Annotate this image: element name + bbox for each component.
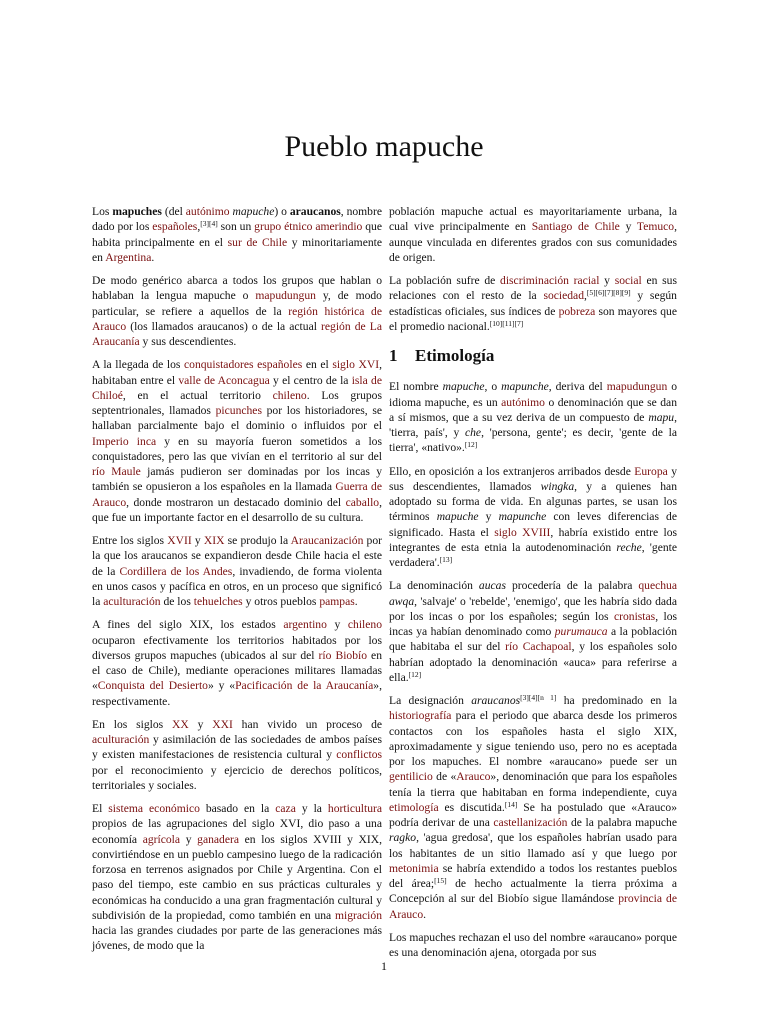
link-purumauca[interactable]: purumauca <box>554 625 608 638</box>
bold-term: araucanos <box>289 205 341 218</box>
text-run: , habitaban entre el <box>92 358 382 387</box>
text-run: , 'persona, gente'; es decir, 'gente de la tierra', «nativo». <box>389 426 677 455</box>
text-run: en sus relaciones con el resto de la <box>389 274 677 303</box>
text-run: La denominación <box>389 579 479 593</box>
text-run: para el periodo que abarca desde los primeros contactos con los españoles hasta el siglo XIX, aproximadamente y sigue teniendo uso, pero no es aceptada por los mapuches. El nombre «araucano» puede ser un <box>389 709 677 768</box>
link-araucanizacion[interactable]: Araucanización <box>290 534 364 547</box>
citation-reference[interactable]: [15] <box>434 876 447 885</box>
link-conquistadores-espanoles[interactable]: conquistadores españoles <box>184 358 303 372</box>
text-run: en el caso de Chile), mediante operaciones militares llamadas « <box>92 648 383 693</box>
link-isla-de-chiloe[interactable]: isla de Chiloé <box>92 373 382 402</box>
link-conquista-del-desierto[interactable]: Conquista del Desierto <box>97 679 208 693</box>
text-run: jamás pudieron ser dominadas por los incas y también se opusieron a los españoles en la llamada <box>92 465 382 494</box>
link-pacificacion-de-la-araucania[interactable]: Pacificación de la Araucanía <box>235 679 374 693</box>
link-conflictos[interactable]: conflictos <box>336 748 382 762</box>
text-run: es discutida. <box>438 800 505 814</box>
left-paragraphs <box>92 204 382 954</box>
text-run: y minoritariamente en <box>92 235 382 264</box>
link-chileno[interactable]: chileno <box>272 388 307 402</box>
text-run: o denominación que se dan a sí mismos, que a su vez deriva de un compuesto de <box>389 395 678 424</box>
text-run: », denominación que para los españoles tenía la tierra que habitaban en forma independiente, cuya <box>389 770 677 799</box>
text-run: por la que los araucanos se expandieron desde Chile hacia el este de la <box>92 534 383 578</box>
link-sur-de-chile[interactable]: sur de Chile <box>227 235 288 249</box>
text-run: , invadiendo, de forma violenta en unos casos y pacífica en otros, en un proceso que significó la <box>92 564 383 608</box>
paragraph <box>389 273 677 334</box>
text-run: de hecho actualmente la tierra próxima a Concepción al sur del Biobío sigue llamándose <box>389 877 677 906</box>
text-run: y sus descendientes, llamados <box>389 464 677 493</box>
page-number: 1 <box>381 959 387 973</box>
link-social[interactable]: social <box>614 274 642 287</box>
text-run: , y a quienes han adoptado su forma de vida. En algunas partes, se usan los términos <box>389 479 678 524</box>
italic-term: awqa <box>389 594 415 608</box>
italic-term: ragko <box>389 831 417 845</box>
text-run: basado en la <box>199 802 276 815</box>
link-caballo[interactable]: caballo <box>345 495 380 509</box>
link-ganadera[interactable]: ganadera <box>197 832 239 846</box>
right-paragraphs-before <box>389 204 677 334</box>
link-temuco[interactable]: Temuco <box>636 220 675 234</box>
link-arauco[interactable]: Arauco <box>456 770 491 784</box>
text-run: Se ha postulado que «Arauco» podría derivar de una <box>389 800 677 829</box>
link-quechua[interactable]: quechua <box>638 579 677 593</box>
text-run: y <box>478 510 499 524</box>
text-run: Ello, en oposición a los extranjeros arribados desde <box>389 464 635 478</box>
link-xx[interactable]: XX <box>172 717 189 731</box>
link-horticultura[interactable]: horticultura <box>327 802 383 815</box>
text-run: El <box>92 802 109 815</box>
link-xix[interactable]: XIX <box>203 534 225 547</box>
text-run: , los incas ya habían denominado como <box>389 609 678 638</box>
text-run: y <box>180 832 198 846</box>
text-run: y <box>326 618 348 632</box>
section-heading-etimologia <box>389 348 677 363</box>
italic-term: che <box>464 426 482 439</box>
text-run: de « <box>432 770 457 784</box>
text-run: » y « <box>207 679 236 693</box>
text-run: por el reconocimiento y ejercicio de derechos políticos, territoriales y sociales. <box>92 763 382 792</box>
text-run: en el <box>302 358 333 372</box>
text-run: y <box>191 534 204 547</box>
link-agricola[interactable]: agrícola <box>142 832 181 846</box>
citation-reference[interactable]: [14] <box>504 799 518 809</box>
link-etimologia[interactable]: etimología <box>389 800 439 814</box>
link-imperio-inca[interactable]: Imperio inca <box>92 434 157 448</box>
citation-reference[interactable]: [5][6][7][8][9] <box>586 288 631 298</box>
text-run: por los historiadores, se hallaban parcialmente bajo el dominio o influidos por el <box>92 404 383 433</box>
text-run: que habita principalmente en el <box>92 220 383 249</box>
italic-term: araucanos <box>471 694 521 707</box>
page-title: Pueblo mapuche <box>284 130 484 164</box>
text-run: o idioma mapuche, es un <box>389 380 678 409</box>
text-run: Los mapuches rechazan el uso del nombre «araucano» porque es una denominación ajena, otorgada por sus <box>389 930 677 959</box>
link-pobreza[interactable]: pobreza <box>558 304 596 318</box>
text-run: y el centro de la <box>269 373 352 387</box>
citation-reference[interactable]: [13] <box>439 555 453 564</box>
italic-term: reche <box>616 540 642 554</box>
link-sistema-economico[interactable]: sistema económico <box>108 802 200 815</box>
link-picunches[interactable]: picunches <box>215 404 262 417</box>
text-run: De modo genérico abarca a todos los grupos que hablan o hablaban la lengua mapuche o <box>92 274 382 303</box>
link-metonimia[interactable]: metonimia <box>389 861 439 875</box>
text-run: han vivido un proceso de <box>232 717 383 731</box>
text-run: , o <box>484 380 502 394</box>
paragraph <box>92 357 382 525</box>
paragraph <box>92 204 382 265</box>
text-run: población mapuche actual es mayoritariamente urbana, la cual vive principalmente en <box>389 205 677 234</box>
text-run: . <box>423 907 427 921</box>
text-run: ocuparon efectivamente los territorios habitados por los diversos grupos mapuches (ubicados al sur del <box>92 633 382 662</box>
link-rio-cachapoal[interactable]: río Cachapoal <box>505 640 572 654</box>
link-valle-de-aconcagua[interactable]: valle de Aconcagua <box>178 373 270 387</box>
text-run: y, de modo particular, se refiere a aquellos de la <box>92 289 382 318</box>
link-tehuelches[interactable]: tehuelches <box>193 595 243 608</box>
link-siglo-xviii[interactable]: siglo XVIII <box>494 525 551 539</box>
italic-term: wingka <box>540 479 575 493</box>
text-run: en los siglos XVIII y XIX, convirtiéndose en un pueblo campesino luego de la radicación forzosa en terrenos asignados por Chile y Argentina. Con el paso del tiempo, este cambio en sus prácticas culturales y económicas ha conducido a una gran fragmentación cultural y subdivisión de la propiedad, como también en una <box>92 832 383 922</box>
paragraph <box>92 717 382 793</box>
text-run: La designación <box>389 694 472 707</box>
text-run: , que fue un importante factor en el desarrollo de su cultura. <box>92 495 382 524</box>
italic-term: mapu <box>648 410 675 424</box>
citation-reference[interactable]: [3][4] <box>200 219 218 229</box>
text-run: son un <box>217 220 255 234</box>
text-run: y <box>188 717 213 731</box>
link-xxi[interactable]: XXI <box>212 717 233 731</box>
text-run: ) o <box>274 205 290 218</box>
italic-term: mapuche <box>232 205 275 218</box>
citation-reference[interactable]: [12] <box>464 440 478 450</box>
link-region-historica-de-arauco[interactable]: región histórica de Arauco <box>92 304 382 333</box>
link-santiago-de-chile[interactable]: Santiago de Chile <box>531 220 620 234</box>
link-autonimo[interactable]: autónimo <box>501 395 545 409</box>
link-argentino[interactable]: argentino <box>283 618 327 632</box>
link-autonimo[interactable]: autónimo <box>185 205 230 218</box>
italic-term: aucas <box>478 579 506 593</box>
section-title: Etimología <box>415 346 495 365</box>
text-run: propios de las agrupaciones del siglo XVI, dio paso a una economía <box>92 817 382 846</box>
paragraph <box>389 379 677 455</box>
link-sociedad[interactable]: sociedad <box>543 289 584 303</box>
text-run: , aunque vinculada en diferentes grados con sus comunidades de origen. <box>389 220 678 264</box>
text-run: y <box>599 274 615 287</box>
link-rio-maule[interactable]: río Maule <box>92 465 141 478</box>
link-castellanizacion[interactable]: castellanización <box>493 816 568 829</box>
link-rio-biobio[interactable]: río Biobío <box>318 648 368 662</box>
citation-reference[interactable]: [3][4][n 1] <box>520 693 557 702</box>
link-provincia-de-arauco[interactable]: provincia de Arauco <box>389 892 677 921</box>
link-cronistas[interactable]: cronistas <box>613 609 656 623</box>
text-run: y la <box>295 802 328 815</box>
text-run: . <box>354 595 358 608</box>
italic-term: mapuche <box>436 510 479 524</box>
text-run: , deriva del <box>548 380 607 394</box>
paragraph <box>92 801 382 954</box>
text-run: hacia las grandes ciudades por parte de las generaciones más jóvenes, de modo que la <box>92 924 382 953</box>
link-europa[interactable]: Europa <box>634 464 668 478</box>
text-run: , habría existido entre los integrantes de esta etnia la autodenominación <box>389 525 678 554</box>
text-run: , 'gente verdadera'. <box>389 540 677 569</box>
text-run: En los siglos <box>92 717 172 731</box>
text-run: se habría extendido a todos los restantes pueblos del área; <box>389 861 677 890</box>
italic-term: mapunche <box>501 380 549 394</box>
text-run: A fines del siglo XIX, los estados <box>92 618 284 632</box>
bold-term: mapuches <box>112 205 162 218</box>
text-run: , donde mostraron un destacado dominio del <box>126 495 346 509</box>
paragraph <box>389 464 677 571</box>
link-pampas[interactable]: pampas <box>319 595 355 608</box>
paragraph <box>389 578 677 685</box>
link-cordillera-de-los-andes[interactable]: Cordillera de los Andes <box>119 564 233 578</box>
text-run: A la llegada de los <box>92 358 185 372</box>
link-mapudungun[interactable]: mapudungun <box>255 289 316 303</box>
link-migracion[interactable]: migración <box>334 908 382 922</box>
text-run: de la palabra mapuche <box>567 816 677 829</box>
italic-term: mapuche <box>442 380 485 394</box>
text-run: se produjo la <box>224 534 291 547</box>
paragraph <box>92 617 382 709</box>
section-number: 1 <box>389 346 398 365</box>
right-column <box>389 204 677 968</box>
text-run: . <box>151 250 155 264</box>
paragraph <box>389 693 677 922</box>
citation-reference[interactable]: [10][11][7] <box>489 318 524 328</box>
text-run: procedería de la palabra <box>505 579 639 593</box>
link-siglo-xvi[interactable]: siglo XVI <box>332 358 380 372</box>
text-run: Entre los siglos <box>92 534 168 547</box>
link-xvii[interactable]: XVII <box>167 534 192 547</box>
text-run: y asimilación de las sociedades de ambos países y existen manifestaciones de resistencia cultural y <box>92 733 382 762</box>
link-gentilicio[interactable]: gentilicio <box>389 770 433 784</box>
citation-reference[interactable]: [12] <box>408 669 422 679</box>
text-run: y en su mayoría fueron sometidos a los conquistadores, pero las que vivían en el territorio al sur del <box>92 434 382 463</box>
text-run: El nombre <box>389 380 443 394</box>
text-run: (del <box>161 205 186 218</box>
text-run: , en el actual territorio <box>122 388 273 402</box>
right-paragraphs-after <box>389 379 677 960</box>
link-grupo-etnico-amerindio[interactable]: grupo étnico amerindio <box>254 220 363 234</box>
text-run: ha predominado en la <box>556 694 677 707</box>
text-run: y <box>619 220 637 234</box>
text-run: , <box>197 220 201 234</box>
italic-term: mapunche <box>498 510 547 524</box>
text-run: , 'salvaje' o 'rebelde', 'enemigo', que les habría sido dada por los incas o por los españoles; según los <box>389 594 677 623</box>
paragraph <box>389 930 677 961</box>
text-run: , nombre dado por los <box>92 205 382 234</box>
link-discriminacion-racial[interactable]: discriminación racial <box>500 274 600 287</box>
text-run: , y los españoles solo habrían adoptado la denominación «auca» para referirse a ella. <box>389 640 678 684</box>
link-mapudungun[interactable]: mapudungun <box>606 380 668 394</box>
link-chileno[interactable]: chileno <box>347 618 383 632</box>
text-run: y sus descendientes. <box>139 335 237 348</box>
link-espanoles[interactable]: españoles <box>152 220 198 234</box>
text-run: , 'agua gredosa', que los españoles habrían usado para los habitantes de un sitio llamado así y que luego por <box>389 831 677 860</box>
text-run: », respectivamente. <box>92 679 382 708</box>
link-aculturacion[interactable]: aculturación <box>103 595 161 608</box>
text-run: La población sufre de <box>389 274 501 287</box>
link-historiografia[interactable]: historiografía <box>389 709 452 723</box>
text-run: son mayores que el promedio nacional. <box>389 304 677 333</box>
text-run: de los <box>160 595 194 608</box>
text-run: (los llamados araucanos) o de la actual <box>126 319 322 333</box>
paragraph <box>389 204 677 265</box>
link-argentina[interactable]: Argentina <box>105 250 152 264</box>
text-run: Los <box>92 205 113 218</box>
link-aculturacion[interactable]: aculturación <box>92 733 150 746</box>
link-caza[interactable]: caza <box>275 802 296 815</box>
link-region-de-la-araucania[interactable]: región de La Araucanía <box>92 319 382 348</box>
text-run: a la población que habitaba el sur del <box>389 625 677 654</box>
text-run: . Los grupos septentrionales, llamados <box>92 388 382 417</box>
text-run: con leves diferencias de significado. Hasta el <box>389 510 677 539</box>
link-guerra-de-arauco[interactable]: Guerra de Arauco <box>92 480 382 509</box>
left-column <box>92 204 382 962</box>
paragraph <box>92 533 382 609</box>
text-run: , <box>584 289 587 303</box>
text-run: y según estadísticas oficiales, sus índices de <box>389 289 677 318</box>
paragraph <box>92 273 382 349</box>
text-run: y otros pueblos <box>242 595 320 608</box>
text-run: , 'tierra, país', y <box>389 410 677 439</box>
